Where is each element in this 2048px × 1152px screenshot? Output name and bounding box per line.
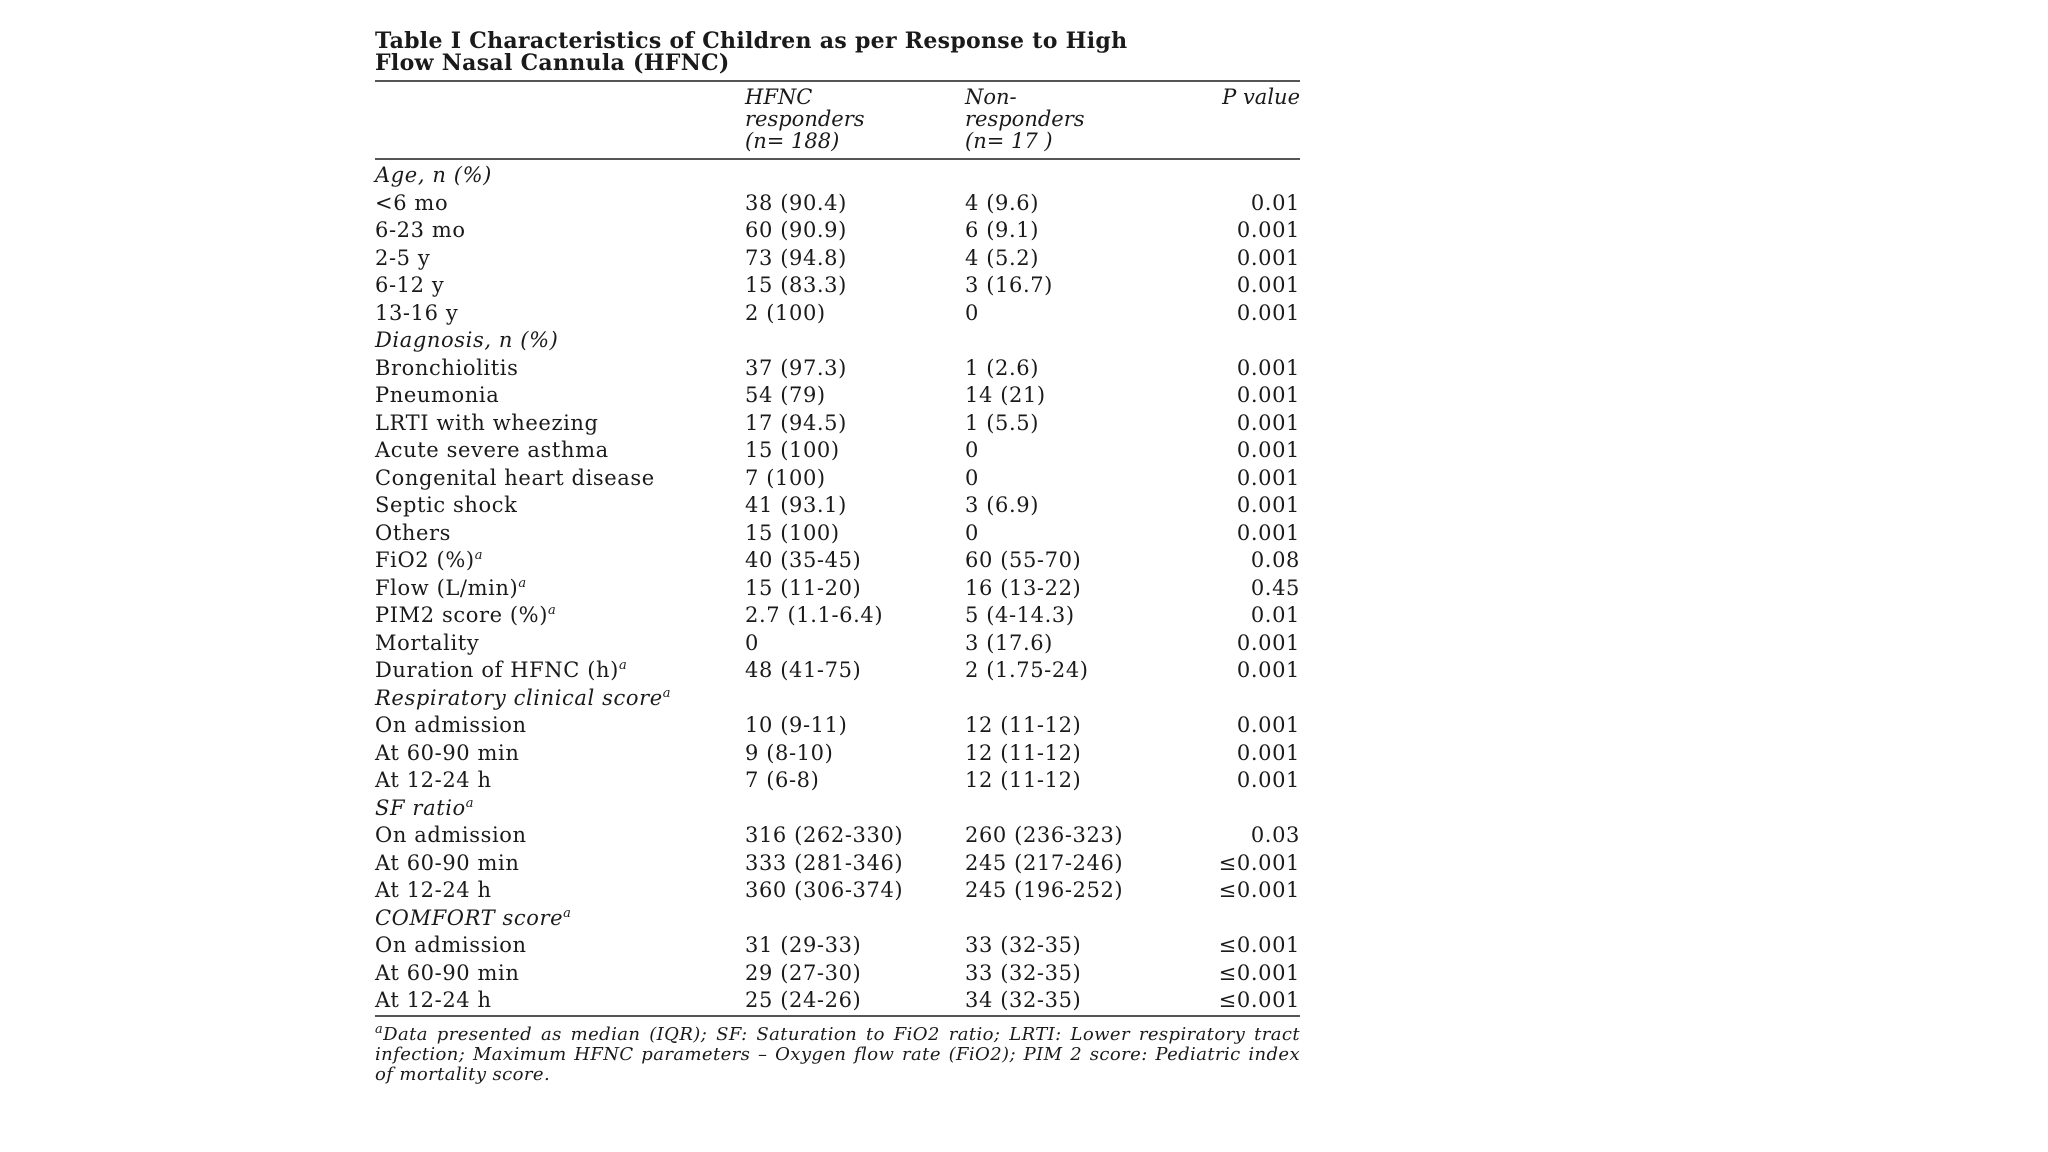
value-p: 0.001 [1236,740,1300,765]
value-hfnc-responders: 360 (306-374) [745,878,904,902]
table-row [375,300,1300,328]
row-label [375,685,671,713]
value-hfnc-responders: 54 (79) [745,383,826,407]
footnote-superscript: a [518,575,527,591]
value-p: 0.001 [1236,245,1300,270]
row-label [375,712,527,740]
value-p: ≤0.001 [1218,960,1300,985]
value-non-responders: 0 [965,520,979,545]
row-label-text: FiO2 (%) [375,548,475,572]
row-label [375,850,519,878]
value-non-responders: 2 (1.75-24) [965,658,1089,682]
value-non-responders: 0 [965,300,979,325]
value-p: 0.001 [1236,713,1300,737]
value-non-responders: 4 (9.6) [965,190,1040,215]
value-hfnc-responders: 15 (83.3) [745,273,847,297]
table-title [375,30,1300,74]
row-label-text: At 60-90 min [375,960,520,985]
table-row [375,712,1300,740]
row-label-text: Pneumonia [375,383,500,407]
table-row [375,657,1300,685]
row-label [375,355,518,383]
row-label-text: At 12-24 h [375,988,492,1012]
value-p: 0.001 [1236,410,1300,435]
value-p: 0.45 [1250,575,1300,600]
header-hfnc-responders: HFNC responders (n= 188) [745,85,865,153]
value-non-responders: 12 (11-12) [965,768,1082,792]
footnote-text: Data presented as median (IQR); SF: Saturation to FiO2 ratio; LRTI: Lower respiratory tract infection; Maximum HFNC parameters – Oxygen flow rate (FiO2); PIM 2 score: Pediatric index of mortality score. [375,1023,1300,1085]
row-label-text: On admission [375,933,527,957]
value-non-responders: 60 (55-70) [965,548,1082,572]
row-label-text: <6 mo [375,190,449,215]
value-hfnc-responders: 15 (100) [745,438,840,462]
row-label [375,657,627,685]
bottom-rule [375,1015,1300,1017]
row-label [375,630,479,658]
value-non-responders: 14 (21) [965,383,1046,407]
row-label [375,767,492,795]
row-label-text: 13-16 y [375,300,459,325]
value-hfnc-responders: 2.7 (1.1-6.4) [745,603,884,627]
row-label-text: Diagnosis, n (%) [375,328,559,352]
row-label [375,410,599,438]
value-p: 0.001 [1236,520,1300,545]
row-label [375,245,430,273]
footnote-superscript: a [618,658,628,673]
row-label-text: Septic shock [375,493,518,517]
row-label [375,602,556,630]
row-label-text: PIM2 score (%) [375,603,549,627]
row-label-text: Mortality [375,630,480,655]
row-label [375,190,448,218]
value-hfnc-responders: 73 (94.8) [745,245,847,270]
row-label-text: 6-12 y [375,273,445,297]
value-p: 0.001 [1236,465,1300,490]
value-hfnc-responders: 38 (90.4) [745,190,847,215]
table-row [375,630,1300,658]
value-p: ≤0.001 [1218,988,1300,1012]
table-body [375,160,1300,1015]
row-label [375,960,519,988]
value-hfnc-responders: 41 (93.1) [745,493,847,517]
value-p: 0.001 [1236,383,1300,407]
row-label-text: At 12-24 h [375,878,492,902]
value-hfnc-responders: 333 (281-346) [745,850,904,875]
row-label-text: LRTI with wheezing [375,410,599,435]
table-row [375,355,1300,383]
row-label [375,877,492,905]
value-non-responders: 6 (9.1) [965,218,1040,242]
value-hfnc-responders: 10 (9-11) [745,713,848,737]
value-hfnc-responders: 316 (262-330) [745,823,904,847]
table-row [375,960,1300,988]
value-hfnc-responders: 9 (8-10) [745,740,834,765]
value-p: 0.03 [1250,823,1300,847]
table-footnote [375,1021,1300,1085]
row-label [375,520,451,548]
table-row [375,492,1300,520]
row-label [375,822,527,850]
table-row [375,987,1300,1015]
value-non-responders: 16 (13-22) [965,575,1082,600]
value-p: 0.001 [1236,273,1300,297]
row-label [375,300,458,328]
row-label-text: Duration of HFNC (h) [375,658,619,682]
value-non-responders: 245 (217-246) [965,850,1124,875]
value-p: ≤0.001 [1218,933,1300,957]
row-label [375,932,527,960]
row-label [375,547,483,575]
row-label [375,217,466,245]
row-label-text: Acute severe asthma [375,438,609,462]
footnote-superscript: a [563,905,572,921]
row-label-text: Others [375,520,452,545]
value-p: ≤0.001 [1218,878,1300,902]
row-label-text: At 12-24 h [375,768,492,792]
table-row [375,575,1300,603]
row-label [375,492,517,520]
section-header-row [375,905,1300,933]
section-header-row [375,685,1300,713]
value-non-responders: 5 (4-14.3) [965,603,1075,627]
table-row [375,822,1300,850]
value-non-responders: 260 (236-323) [965,823,1124,847]
row-label-text: Congenital heart disease [375,465,655,490]
row-label [375,162,492,190]
table-row [375,547,1300,575]
row-label [375,327,558,355]
value-hfnc-responders: 2 (100) [745,300,826,325]
header-p-value: P value [1222,85,1300,109]
table-row [375,602,1300,630]
row-label-text: 2-5 y [375,245,431,270]
value-p: 0.01 [1250,603,1300,627]
row-label-text: At 60-90 min [375,850,520,875]
row-label [375,795,474,823]
value-non-responders: 3 (6.9) [965,493,1040,517]
row-label-text: Flow (L/min) [375,575,519,600]
footnote-superscript: a [474,548,484,563]
table-header [375,82,1300,158]
value-p: 0.001 [1236,630,1300,655]
value-non-responders: 3 (16.7) [965,273,1053,297]
value-hfnc-responders: 40 (35-45) [745,548,862,572]
value-hfnc-responders: 25 (24-26) [745,988,862,1012]
row-label-text: At 60-90 min [375,740,520,765]
footnote-superscript: a [465,795,475,811]
value-p: 0.001 [1236,768,1300,792]
value-p: 0.08 [1250,548,1300,572]
row-label-text: Age, n (%) [375,163,492,187]
value-non-responders: 33 (32-35) [965,960,1082,985]
table-row [375,740,1300,768]
value-non-responders: 1 (5.5) [965,410,1040,435]
table-row [375,272,1300,300]
value-p: 0.001 [1236,300,1300,325]
value-hfnc-responders: 7 (6-8) [745,768,820,792]
table-row [375,520,1300,548]
row-label-text: 6-23 mo [375,218,466,242]
value-non-responders: 0 [965,438,979,462]
row-label-text: COMFORT score [375,905,564,930]
value-non-responders: 4 (5.2) [965,245,1040,270]
value-hfnc-responders: 7 (100) [745,465,826,490]
value-hfnc-responders: 17 (94.5) [745,410,847,435]
value-non-responders: 12 (11-12) [965,713,1082,737]
value-p: 0.001 [1236,493,1300,517]
table-row [375,877,1300,905]
table-row [375,217,1300,245]
row-label [375,272,444,300]
table-row [375,382,1300,410]
table-row [375,410,1300,438]
table-row [375,437,1300,465]
value-non-responders: 34 (32-35) [965,988,1082,1012]
value-non-responders: 12 (11-12) [965,740,1082,765]
value-hfnc-responders: 29 (27-30) [745,960,862,985]
row-label [375,905,572,933]
section-header-row [375,327,1300,355]
value-hfnc-responders: 60 (90.9) [745,218,847,242]
value-hfnc-responders: 37 (97.3) [745,355,847,380]
row-label [375,437,609,465]
table-title-line-2: Flow Nasal Cannula (HFNC) [375,50,730,76]
value-p: 0.001 [1236,438,1300,462]
table-row [375,932,1300,960]
value-non-responders: 33 (32-35) [965,933,1082,957]
header-non-responders: Non- responders (n= 17 ) [965,85,1085,153]
footnote-superscript: a [548,603,557,618]
value-hfnc-responders: 0 [745,630,759,655]
value-hfnc-responders: 48 (41-75) [745,658,862,682]
value-non-responders: 1 (2.6) [965,355,1040,380]
value-non-responders: 0 [965,465,979,490]
section-header-row [375,795,1300,823]
footnote-mark: a [375,1021,384,1037]
row-label [375,987,492,1015]
value-p: 0.001 [1236,658,1300,682]
row-label-text: On admission [375,823,527,847]
table-row [375,767,1300,795]
row-label [375,382,499,410]
value-non-responders: 245 (196-252) [965,878,1124,902]
section-header-row [375,162,1300,190]
value-p: 0.01 [1250,190,1300,215]
footnote-superscript: a [662,685,672,701]
value-hfnc-responders: 15 (11-20) [745,575,862,600]
table-row [375,850,1300,878]
table-row [375,465,1300,493]
row-label [375,740,519,768]
table-row [375,245,1300,273]
row-label-text: On admission [375,713,527,737]
value-p: 0.001 [1236,218,1300,242]
value-p: 0.001 [1236,355,1300,380]
table-title-line-1: Table I Characteristics of Children as per Response to High [375,28,1128,54]
value-hfnc-responders: 15 (100) [745,520,840,545]
row-label-text: SF ratio [375,795,466,820]
row-label [375,465,655,493]
row-label [375,575,527,603]
row-label-text: Bronchiolitis [375,355,519,380]
value-non-responders: 3 (17.6) [965,630,1053,655]
table-figure [375,30,1300,1085]
value-hfnc-responders: 31 (29-33) [745,933,862,957]
row-label-text: Respiratory clinical score [375,685,663,710]
table-row [375,190,1300,218]
value-p: ≤0.001 [1218,850,1300,875]
